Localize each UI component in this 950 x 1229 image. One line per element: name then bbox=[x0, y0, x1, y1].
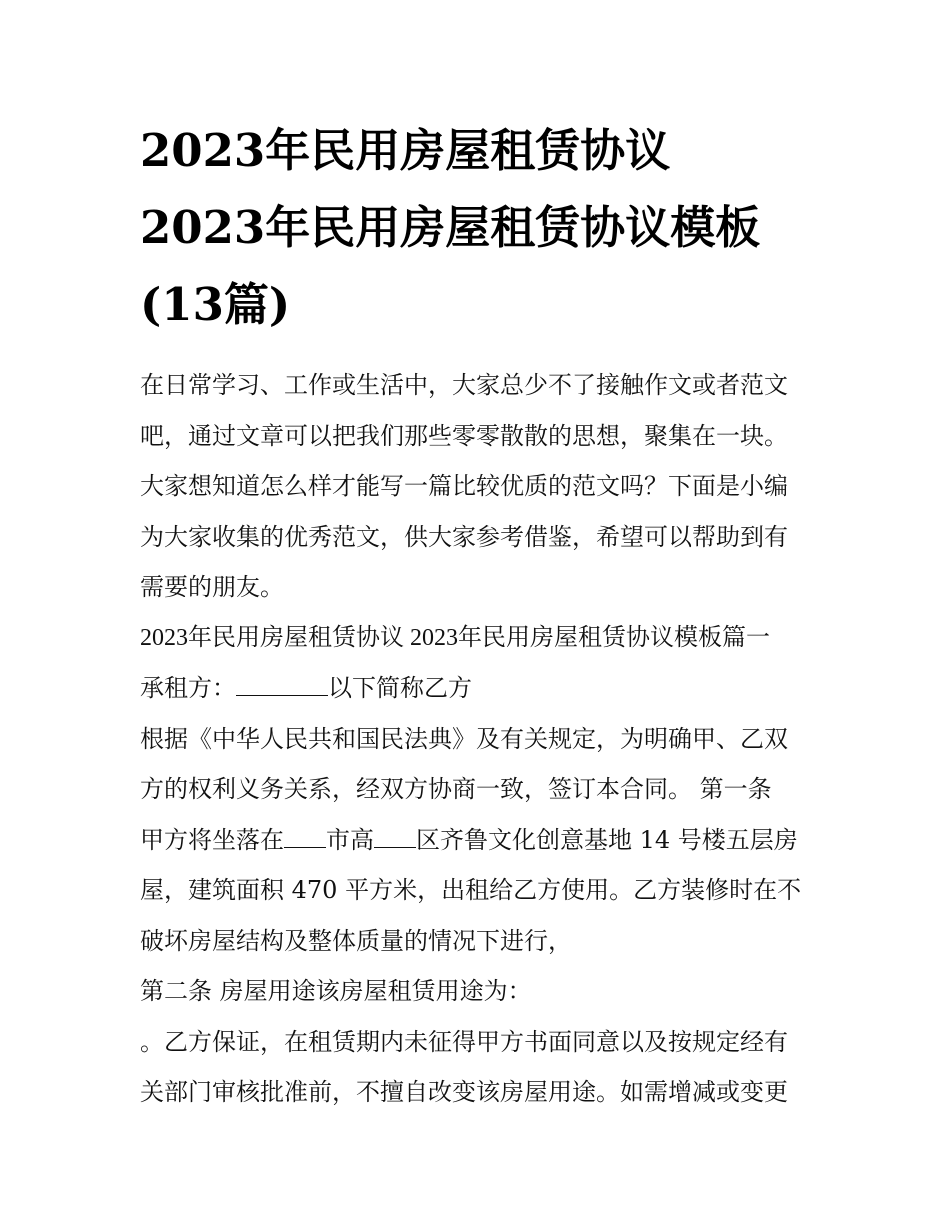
text-line: 为大家收集的优秀范文，供大家参考借鉴，希望可以帮助到有 bbox=[140, 522, 788, 551]
document-page bbox=[140, 112, 820, 1118]
intro-paragraph bbox=[140, 360, 820, 613]
text-line: 关部门审核批准前，不擅自改变该房屋用途。如需增减或变更 bbox=[140, 1078, 788, 1106]
article2-paragraph bbox=[140, 966, 820, 1118]
document-title bbox=[140, 112, 820, 343]
text-line: 屋，建筑面积 470 平方米，出租给乙方使用。乙方装修时在不 bbox=[140, 876, 802, 904]
basis-paragraph bbox=[140, 714, 820, 967]
text-line: 需要的朋友。 bbox=[140, 573, 284, 601]
text-line: 。乙方保证，在租赁期内未征得甲方书面同意以及按规定经有 bbox=[140, 1027, 788, 1056]
lessee-paragraph bbox=[140, 663, 820, 714]
article1-text: 区齐鲁文化创意基地 14 号楼五层房 bbox=[416, 825, 798, 854]
article1-text: 市高 bbox=[326, 825, 374, 854]
text-line bbox=[140, 815, 820, 866]
text-line: 根据《中华人民共和国民法典》及有关规定，为明确甲、乙双 bbox=[140, 724, 788, 753]
title-line: (13篇) bbox=[140, 278, 291, 331]
district-blank bbox=[374, 827, 416, 848]
article2-heading: 第二条 房屋用途该房屋租赁用途为： bbox=[140, 977, 532, 1005]
lessee-blank bbox=[236, 675, 328, 696]
title-line: 2023年民用房屋租赁协议 bbox=[140, 124, 671, 177]
text-line: 吧，通过文章可以把我们那些零零散散的思想，聚集在一块。 bbox=[140, 421, 788, 450]
document-body bbox=[140, 360, 820, 1118]
section-heading: 2023年民用房屋租赁协议 2023年民用房屋租赁协议模板篇一 bbox=[140, 624, 770, 651]
title-line: 2023年民用房屋租赁协议模板 bbox=[140, 201, 761, 254]
text-line: 破坏房屋结构及整体质量的情况下进行， bbox=[140, 926, 572, 955]
text-line: 方的权利义务关系，经双方协商一致，签订本合同。 第一条 bbox=[140, 775, 772, 803]
article1-text: 甲方将坐落在 bbox=[140, 825, 284, 854]
lessee-line bbox=[140, 663, 820, 714]
text-line: 大家想知道怎么样才能写一篇比较优质的范文吗？下面是小编 bbox=[140, 472, 788, 500]
section-heading-paragraph bbox=[140, 613, 820, 664]
lessee-label: 承租方： bbox=[140, 674, 236, 702]
lessee-suffix: 以下简称乙方 bbox=[328, 674, 472, 702]
text-line: 在日常学习、工作或生活中，大家总少不了接触作文或者范文 bbox=[140, 371, 788, 399]
city-blank bbox=[284, 827, 326, 848]
